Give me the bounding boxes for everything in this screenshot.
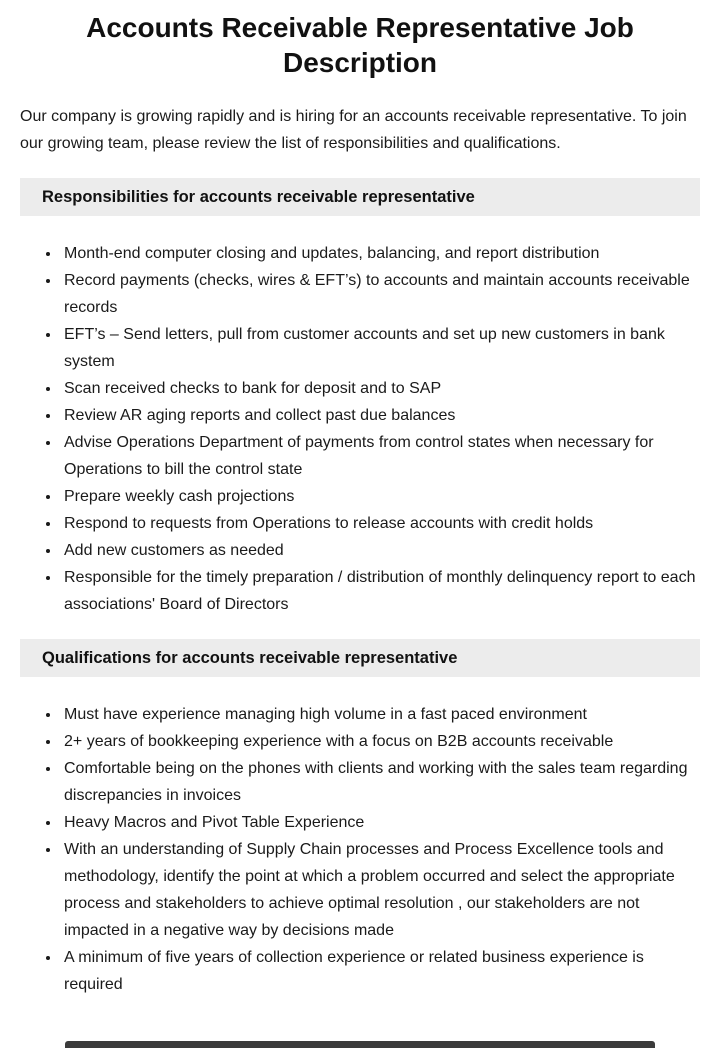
list-item: • Scan received checks to bank for deposit and to SAP bbox=[61, 375, 700, 402]
list-item: • Add new customers as needed bbox=[61, 537, 700, 564]
list-item: • 2+ years of bookkeeping experience with a focus on B2B accounts receivable bbox=[61, 728, 700, 755]
list-item: • Review AR aging reports and collect past due balances bbox=[61, 402, 700, 429]
list-item: • Respond to requests from Operations to release accounts with credit holds bbox=[61, 510, 700, 537]
qualifications-list bbox=[20, 701, 700, 998]
list-item: • Responsible for the timely preparation / distribution of monthly delinquency report to each associations' Board of Directors bbox=[61, 564, 700, 618]
list-item: • EFT’s – Send letters, pull from customer accounts and set up new customers in bank system bbox=[61, 321, 700, 375]
footer-bar bbox=[65, 1041, 655, 1048]
qualifications-section-header bbox=[20, 639, 700, 677]
list-item: • Record payments (checks, wires & EFT’s) to accounts and maintain accounts receivable records bbox=[61, 267, 700, 321]
responsibilities-heading: Responsibilities for accounts receivable representative bbox=[42, 188, 475, 206]
qualifications-heading: Qualifications for accounts receivable representative bbox=[42, 649, 458, 667]
list-item: • Prepare weekly cash projections bbox=[61, 483, 700, 510]
page-title: Accounts Receivable Representative Job Description bbox=[86, 12, 634, 78]
list-item: • Heavy Macros and Pivot Table Experience bbox=[61, 809, 700, 836]
responsibilities-section-header bbox=[20, 178, 700, 216]
list-item: • Month-end computer closing and updates, balancing, and report distribution bbox=[61, 240, 700, 267]
responsibilities-list bbox=[20, 240, 700, 618]
list-item: • With an understanding of Supply Chain processes and Process Excellence tools and methodology, identify the point at which a problem occurred and select the appropriate process and stakeholders to achieve optimal resolution , our stakeholders are not impacted in a negative way by decisions made bbox=[61, 836, 700, 944]
list-item: • Comfortable being on the phones with clients and working with the sales team regarding discrepancies in invoices bbox=[61, 755, 700, 809]
job-description-document bbox=[0, 10, 720, 998]
list-item: • A minimum of five years of collection experience or related business experience is required bbox=[61, 944, 700, 998]
list-item: • Must have experience managing high volume in a fast paced environment bbox=[61, 701, 700, 728]
intro-paragraph: Our company is growing rapidly and is hiring for an accounts receivable representative. To join our growing team, please review the list of responsibilities and qualifications. bbox=[20, 108, 687, 152]
list-item: • Advise Operations Department of payments from control states when necessary for Operations to bill the control state bbox=[61, 429, 700, 483]
